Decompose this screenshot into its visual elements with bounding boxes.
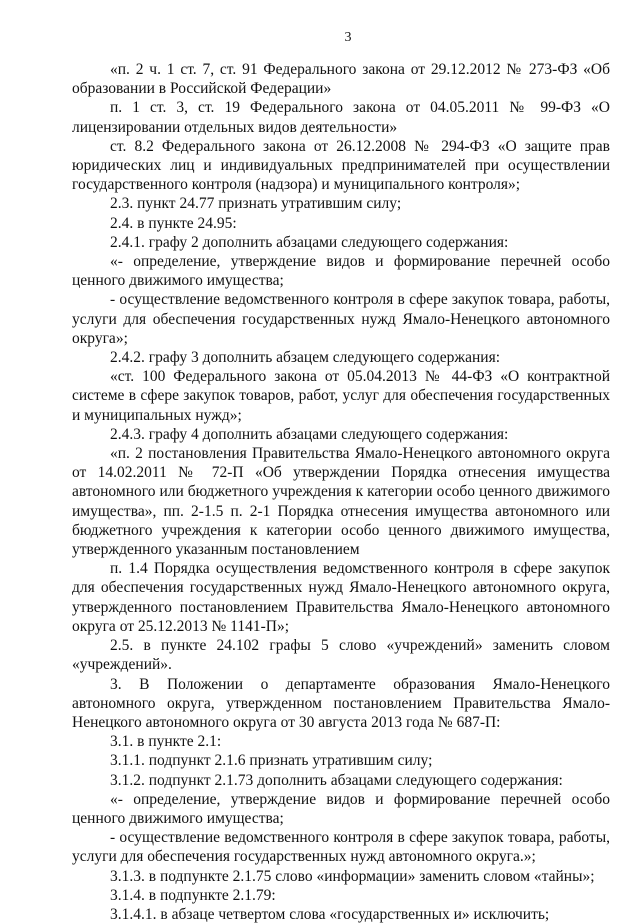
paragraph: «- определение, утверждение видов и формирование перечней особо ценного движимого имущества;: [72, 253, 610, 290]
paragraph: 3.1.1. подпункт 2.1.6 признать утратившим силу;: [110, 752, 433, 770]
page-number: 3: [344, 30, 352, 45]
document-body: [72, 60, 610, 924]
paragraph: - осуществление ведомственного контроля в сфере закупок товара, работы, услуги для обеспечения государственных нужд автономного округа.»;: [72, 829, 610, 866]
paragraph: - осуществление ведомственного контроля в сфере закупок товара, работы, услуги для обеспечения государственных нужд Ямало-Ненецкого автономного округа»;: [72, 291, 610, 347]
paragraph: «п. 2 ч. 1 ст. 7, ст. 91 Федерального закона от 29.12.2012 № 273-ФЗ «Об образовании в Российской Федерации»: [72, 61, 610, 98]
paragraph: п. 1 ст. 3, ст. 19 Федерального закона от 04.05.2011 № 99-ФЗ «О лицензировании отдельных видов деятельности»: [72, 99, 610, 136]
paragraph: 3. В Положении о департаменте образования Ямало-Ненецкого автономного округа, утвержденном постановлением Правительства Ямало-Ненецкого автономного округа от 30 августа 2013 года № 687-П:: [72, 675, 610, 731]
paragraph: 2.4.2. графу 3 дополнить абзацем следующего содержания:: [110, 349, 501, 367]
paragraph: «п. 2 постановления Правительства Ямало-Ненецкого автономного округа от 14.02.2011 № 72-П «Об утверждении Порядка отнесения имущества автономного или бюджетного учреждения к категории особо ценного движимого имущества», пп. 2-1.5 п. 2-1 Порядка отнесения имущества автономного или бюджетного учреждения к категории особо ценного движимого имущества, утвержденного указанным постановлением: [72, 445, 610, 559]
paragraph: 3.1.4.1. в абзаце четвертом слова «государственных и» исключить;: [110, 905, 550, 923]
paragraph: 3.1.4. в подпункте 2.1.79:: [110, 886, 276, 904]
paragraph: 3.1. в пункте 2.1:: [110, 733, 222, 751]
paragraph: 2.4.1. графу 2 дополнить абзацами следующего содержания:: [110, 233, 509, 251]
paragraph: ст. 8.2 Федерального закона от 26.12.2008 № 294-ФЗ «О защите прав юридических лиц и индивидуальных предпринимателей при осуществлении государственного контроля (надзора) и муниципального контроля»;: [72, 137, 610, 194]
paragraph: 2.4. в пункте 24.95:: [110, 214, 237, 232]
paragraph: 2.5. в пункте 24.102 графы 5 слово «учреждений» заменить словом «учреждений».: [72, 637, 610, 674]
paragraph: 2.3. пункт 24.77 признать утратившим силу;: [110, 195, 402, 213]
document-page: [72, 30, 610, 924]
paragraph: «ст. 100 Федерального закона от 05.04.2013 № 44-ФЗ «О контрактной системе в сфере закупок товаров, работ, услуг для обеспечения государственных и муниципальных нужд»;: [72, 368, 610, 424]
paragraph: 3.1.2. подпункт 2.1.73 дополнить абзацами следующего содержания:: [110, 771, 563, 789]
paragraph: «- определение, утверждение видов и формирование перечней особо ценного движимого имущества;: [72, 790, 610, 827]
paragraph: 2.4.3. графу 4 дополнить абзацами следующего содержания:: [110, 425, 509, 443]
paragraph: п. 1.4 Порядка осуществления ведомственного контроля в сфере закупок для обеспечения государственных нужд Ямало-Ненецкого автономного округа, утвержденного постановлением Правительства Ямало-Ненецкого автономного округа от 25.12.2013 № 1141-П»;: [72, 560, 610, 635]
paragraph: 3.1.3. в подпункте 2.1.75 слово «информации» заменить словом «тайны»;: [110, 867, 595, 885]
